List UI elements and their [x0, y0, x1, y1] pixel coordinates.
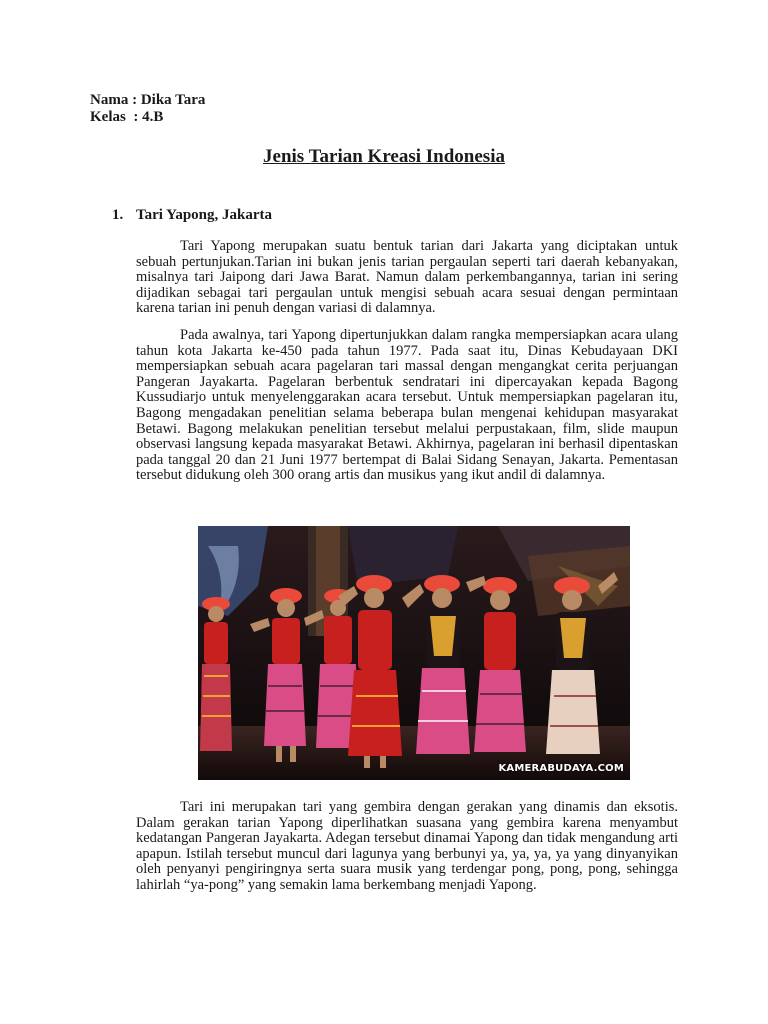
- paragraph-2-text: Pada awalnya, tari Yapong dipertunjukkan dalam rangka mempersiapkan acara ulang tahun kota Jakarta ke-450 pada tahun 1977. Pada saat itu, Dinas Kebudayaan DKI mempersiapkan sebuah acara pagelaran tari massal dengan mengangkat cerita perjuangan Pangeran Jayakarta. Pagelaran berbentuk sendratari ini dipercayakan kepada Bagong Kussudiarjo untuk menyelenggarakan acara tersebut. Untuk mempersiapkan pagelaran itu, Bagong mengadakan penelitian selama beberapa bulan mengenai kehidupan masyarakat Betawi. Bagong melakukan penelitian tersebut melalui perpustakaan, film, slide maupun observasi langsung kepada masyarakat Betawi. Akhirnya, pagelaran ini berhasil dipentaskan pada tanggal 20 dan 21 Juni 1977 bertempat di Balai Sidang Senayan, Jakarta. Pementasan tersebut didukung oleh 300 orang artis dan musikus yang ikut andil di dalamnya.: [136, 327, 678, 484]
- dancers-illustration: [198, 526, 630, 780]
- paragraph-1-text: Tari Yapong merupakan suatu bentuk tarian dari Jakarta yang diciptakan untuk sebuah pertunjukan.Tarian ini bukan jenis tarian pergaulan seperti tari daerah kebanyakan, misalnya tari Jaipong dari Jawa Barat. Namun dalam perkembangannya, tarian ini sering dijadikan sebagai tari pergaulan untuk mengisi sebuah acara sesuai dengan permintaan karena tarian ini penuh dengan variasi di dalamnya.: [136, 238, 678, 317]
- photo-watermark: KAMERABUDAYA.COM: [498, 763, 624, 774]
- section-heading: [112, 207, 272, 224]
- student-name: Nama : Dika Tara: [90, 92, 206, 108]
- paragraph-3: [136, 800, 678, 894]
- paragraph-2: [136, 328, 678, 484]
- student-info: [90, 92, 205, 126]
- dance-photo: [198, 526, 630, 780]
- document-title: Jenis Tarian Kreasi Indonesia: [263, 146, 505, 167]
- section-title: Tari Yapong, Jakarta: [136, 207, 272, 223]
- paragraph-1: [136, 239, 678, 317]
- paragraph-3-text: Tari ini merupakan tari yang gembira dengan gerakan yang dinamis dan eksotis. Dalam gerakan tarian Yapong diperlihatkan suasana yang gembira karena menyambut kedatangan Pangeran Jayakarta. Adegan tersebut dinamai Yapong dan tidak mengandung arti apapun. Istilah tersebut muncul dari lagunya yang berbunyi ya, ya, ya, ya yang dinyanyikan oleh penyanyi pengiringnya serta suara musik yang terdengar pong, pong, pong, sehingga lahirlah “ya-pong” yang semakin lama berkembang menjadi Yapong.: [136, 799, 678, 893]
- student-class: Kelas : 4.B: [90, 109, 164, 125]
- section-number: 1.: [112, 207, 124, 223]
